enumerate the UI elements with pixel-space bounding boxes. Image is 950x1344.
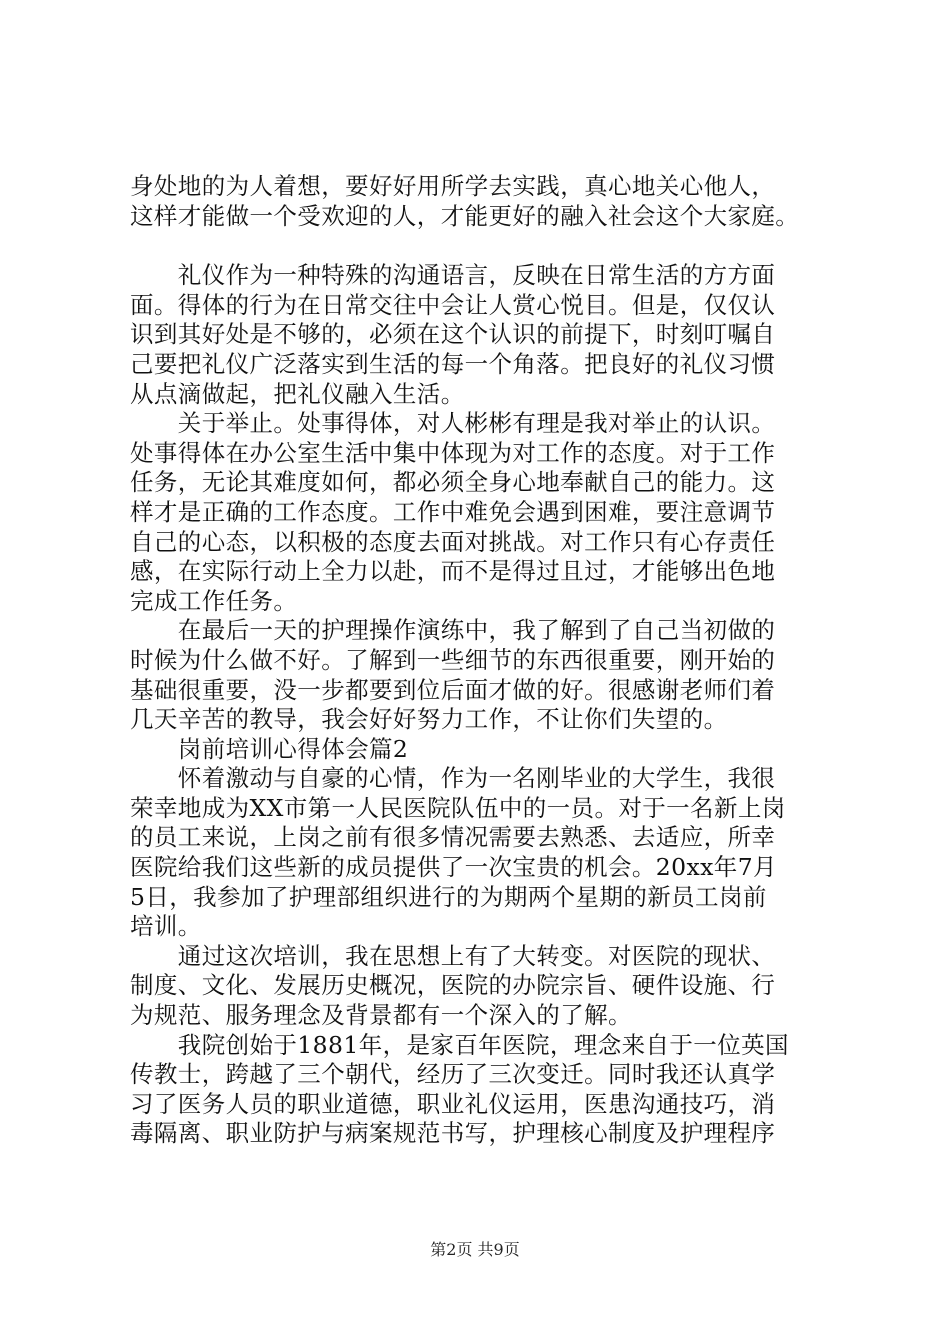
page-number-footer: 第2页 共9页: [430, 1240, 520, 1259]
text-line: 几天辛苦的教导，我会好好努力工作，不让你们失望的。: [130, 705, 728, 734]
text-line: 习了医务人员的职业道德，职业礼仪运用，医患沟通技巧，消: [130, 1089, 776, 1118]
text-line: 身处地的为人着想，要好好用所学去实践，真心地关心他人，: [130, 172, 776, 200]
text-line: 时候为什么做不好。了解到一些细节的东西很重要，刚开始的: [130, 645, 776, 674]
text-line: 通过这次培训，我在思想上有了大转变。对医院的现状、: [130, 941, 776, 970]
text-line: 自己的心态，以积极的态度去面对挑战。对工作只有心存责任: [130, 527, 776, 556]
document-body: [130, 172, 830, 1149]
text-line: 识到其好处是不够的，必须在这个认识的前提下，时刻叮嘱自: [130, 320, 776, 349]
text-line: 我院创始于1881年，是家百年医院，理念来自于一位英国: [130, 1030, 789, 1059]
text-line: 荣幸地成为XX市第一人民医院队伍中的一员。对于一名新上岗: [130, 793, 786, 822]
text-line: 任务，无论其难度如何，都必须全身心地奉献自己的能力。这: [130, 468, 776, 497]
text-line: 制度、文化、发展历史概况，医院的办院宗旨、硬件设施、行: [130, 971, 776, 1000]
text-line: 处事得体在办公室生活中集中体现为对工作的态度。对于工作: [130, 438, 776, 467]
text-line: 基础很重要，没一步都要到位后面才做的好。很感谢老师们着: [130, 675, 776, 704]
text-line: 礼仪作为一种特殊的沟通语言，反映在日常生活的方方面: [130, 261, 776, 290]
text-line: 关于举止。处事得体，对人彬彬有理是我对举止的认识。: [130, 409, 776, 438]
text-line: 为规范、服务理念及背景都有一个深入的了解。: [130, 1001, 632, 1030]
text-line: 在最后一天的护理操作演练中，我了解到了自己当初做的: [130, 616, 776, 645]
text-line: 样才是正确的工作态度。工作中难免会遇到困难，要注意调节: [130, 497, 776, 526]
text-line: 己要把礼仪广泛落实到生活的每一个角落。把良好的礼仪习惯: [130, 349, 776, 378]
text-line: 感，在实际行动上全力以赴，而不是得过且过，才能够出色地: [130, 557, 776, 586]
text-line: 从点滴做起，把礼仪融入生活。: [130, 379, 465, 408]
text-line: 毒隔离、职业防护与病案规范书写，护理核心制度及护理程序: [130, 1119, 776, 1148]
text-line: 医院给我们这些新的成员提供了一次宝贵的机会。20xx年7月: [130, 853, 777, 882]
text-line: 这样才能做一个受欢迎的人，才能更好的融入社会这个大家庭。: [130, 201, 800, 230]
text-line: 完成工作任务。: [130, 586, 298, 615]
text-line: 面。得体的行为在日常交往中会让人赏心悦目。但是，仅仅认: [130, 290, 776, 319]
text-line: 岗前培训心得体会篇2: [130, 734, 409, 763]
paragraph-gap: [130, 231, 830, 261]
text-line: 怀着激动与自豪的心情，作为一名刚毕业的大学生，我很: [130, 764, 776, 793]
text-line: 的员工来说，上岗之前有很多情况需要去熟悉、去适应，所幸: [130, 823, 776, 852]
text-line: 培训。: [130, 912, 202, 941]
text-line: 传教士，跨越了三个朝代，经历了三次变迁。同时我还认真学: [130, 1060, 776, 1089]
text-line: 5日，我参加了护理部组织进行的为期两个星期的新员工岗前: [130, 882, 767, 911]
